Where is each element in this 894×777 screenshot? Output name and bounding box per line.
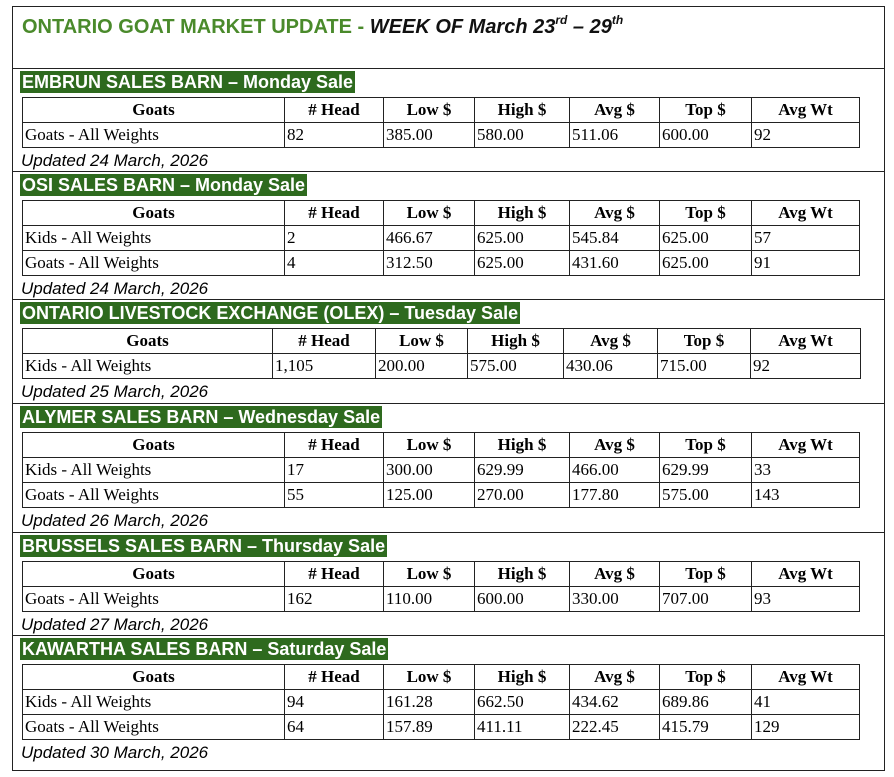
barn-heading: EMBRUN SALES BARN – Monday Sale [22, 72, 354, 92]
table-cell-avg-wt-col: 129 [752, 715, 860, 740]
table-cell-high-col: 575.00 [468, 354, 564, 379]
price-table [22, 328, 861, 379]
table-cell-head-col: 162 [285, 587, 384, 612]
table-cell-top-col: 625.00 [660, 251, 752, 276]
column-header-low-col: Low $ [384, 98, 475, 123]
table-cell-high-col: 625.00 [475, 226, 570, 251]
page-title [22, 13, 624, 39]
column-header-low-col: Low $ [384, 562, 475, 587]
table-cell-avg-col: 511.06 [570, 123, 660, 148]
column-header-goats-col: Goats [23, 433, 285, 458]
column-header-goats-col: Goats [23, 665, 285, 690]
table-cell-head-col: 55 [285, 483, 384, 508]
table-cell-goats-col: Goats - All Weights [23, 587, 285, 612]
table-cell-avg-wt-col: 57 [752, 226, 860, 251]
table-cell-low-col: 157.89 [384, 715, 475, 740]
updated-date: Updated 27 March, 2026 [21, 615, 209, 634]
title-sup-rd: rd [555, 13, 568, 27]
barn-heading: ALYMER SALES BARN – Wednesday Sale [22, 407, 381, 427]
title-row [12, 6, 885, 69]
updated-date: Updated 30 March, 2026 [21, 743, 209, 762]
column-header-goats-col: Goats [23, 329, 273, 354]
table-cell-avg-col: 431.60 [570, 251, 660, 276]
title-week [369, 13, 624, 38]
table-cell-head-col: 1,105 [273, 354, 376, 379]
table-cell-low-col: 125.00 [384, 483, 475, 508]
barn-heading: BRUSSELS SALES BARN – Thursday Sale [22, 536, 386, 556]
table-row [23, 483, 860, 508]
column-header-high-col: High $ [475, 562, 570, 587]
sales-barn-section [12, 300, 885, 404]
table-header-row [23, 562, 860, 587]
table-cell-goats-col: Kids - All Weights [23, 354, 273, 379]
column-header-avg-wt-col: Avg Wt [752, 562, 860, 587]
column-header-head-col: # Head [285, 665, 384, 690]
updated-date: Updated 26 March, 2026 [21, 511, 209, 530]
table-cell-avg-col: 466.00 [570, 458, 660, 483]
table-cell-high-col: 662.50 [475, 690, 570, 715]
table-cell-low-col: 300.00 [384, 458, 475, 483]
table-cell-head-col: 64 [285, 715, 384, 740]
table-cell-avg-col: 545.84 [570, 226, 660, 251]
table-cell-goats-col: Kids - All Weights [23, 458, 285, 483]
table-cell-high-col: 625.00 [475, 251, 570, 276]
table-header-row [23, 665, 860, 690]
column-header-high-col: High $ [475, 433, 570, 458]
table-cell-top-col: 600.00 [660, 123, 752, 148]
price-table [22, 97, 860, 148]
table-cell-goats-col: Goats - All Weights [23, 483, 285, 508]
column-header-avg-col: Avg $ [570, 201, 660, 226]
table-cell-high-col: 411.11 [475, 715, 570, 740]
title-prefix: ONTARIO GOAT MARKET UPDATE - [22, 16, 370, 38]
column-header-low-col: Low $ [384, 201, 475, 226]
table-cell-low-col: 200.00 [376, 354, 468, 379]
price-table [22, 200, 860, 276]
table-cell-low-col: 385.00 [384, 123, 475, 148]
column-header-high-col: High $ [468, 329, 564, 354]
table-cell-top-col: 575.00 [660, 483, 752, 508]
column-header-low-col: Low $ [384, 665, 475, 690]
column-header-head-col: # Head [273, 329, 376, 354]
table-cell-top-col: 689.86 [660, 690, 752, 715]
table-cell-head-col: 4 [285, 251, 384, 276]
column-header-head-col: # Head [285, 433, 384, 458]
table-row [23, 251, 860, 276]
sales-barn-section [12, 636, 885, 771]
table-row [23, 354, 861, 379]
table-cell-goats-col: Kids - All Weights [23, 690, 285, 715]
updated-date: Updated 25 March, 2026 [21, 382, 209, 401]
column-header-top-col: Top $ [660, 201, 752, 226]
table-cell-low-col: 312.50 [384, 251, 475, 276]
table-cell-low-col: 161.28 [384, 690, 475, 715]
column-header-avg-col: Avg $ [570, 562, 660, 587]
table-row [23, 458, 860, 483]
table-cell-avg-col: 177.80 [570, 483, 660, 508]
column-header-avg-wt-col: Avg Wt [752, 98, 860, 123]
table-cell-avg-col: 330.00 [570, 587, 660, 612]
barn-heading: KAWARTHA SALES BARN – Saturday Sale [22, 639, 387, 659]
updated-date: Updated 24 March, 2026 [21, 279, 209, 298]
sales-barn-section [12, 172, 885, 300]
table-cell-avg-wt-col: 143 [752, 483, 860, 508]
price-table [22, 664, 860, 740]
table-row [23, 123, 860, 148]
column-header-high-col: High $ [475, 98, 570, 123]
table-cell-top-col: 629.99 [660, 458, 752, 483]
table-cell-avg-wt-col: 41 [752, 690, 860, 715]
column-header-low-col: Low $ [384, 433, 475, 458]
column-header-top-col: Top $ [660, 562, 752, 587]
column-header-avg-wt-col: Avg Wt [752, 201, 860, 226]
column-header-head-col: # Head [285, 562, 384, 587]
table-cell-top-col: 415.79 [660, 715, 752, 740]
column-header-avg-wt-col: Avg Wt [752, 433, 860, 458]
table-row [23, 587, 860, 612]
sales-barn-section [12, 404, 885, 533]
table-row [23, 715, 860, 740]
column-header-low-col: Low $ [376, 329, 468, 354]
table-cell-head-col: 82 [285, 123, 384, 148]
column-header-avg-wt-col: Avg Wt [751, 329, 861, 354]
barn-heading: OSI SALES BARN – Monday Sale [22, 175, 306, 195]
table-header-row [23, 201, 860, 226]
column-header-avg-col: Avg $ [564, 329, 658, 354]
price-table [22, 561, 860, 612]
table-row [23, 226, 860, 251]
table-header-row [23, 433, 860, 458]
title-week-end: – 29 [567, 16, 612, 38]
table-cell-avg-wt-col: 92 [751, 354, 861, 379]
column-header-high-col: High $ [475, 201, 570, 226]
sales-barn-section [12, 533, 885, 636]
barn-heading: ONTARIO LIVESTOCK EXCHANGE (OLEX) – Tuesday Sale [22, 303, 519, 323]
table-cell-avg-wt-col: 33 [752, 458, 860, 483]
table-header-row [23, 329, 861, 354]
updated-date: Updated 24 March, 2026 [21, 151, 209, 170]
column-header-top-col: Top $ [660, 98, 752, 123]
table-cell-high-col: 629.99 [475, 458, 570, 483]
column-header-top-col: Top $ [660, 433, 752, 458]
table-cell-goats-col: Goats - All Weights [23, 123, 285, 148]
table-cell-goats-col: Kids - All Weights [23, 226, 285, 251]
table-cell-top-col: 707.00 [660, 587, 752, 612]
table-cell-low-col: 110.00 [384, 587, 475, 612]
column-header-top-col: Top $ [660, 665, 752, 690]
price-table [22, 432, 860, 508]
table-cell-low-col: 466.67 [384, 226, 475, 251]
table-cell-top-col: 715.00 [658, 354, 751, 379]
table-cell-avg-wt-col: 91 [752, 251, 860, 276]
column-header-head-col: # Head [285, 98, 384, 123]
table-cell-avg-col: 434.62 [570, 690, 660, 715]
column-header-avg-wt-col: Avg Wt [752, 665, 860, 690]
table-cell-goats-col: Goats - All Weights [23, 715, 285, 740]
table-cell-head-col: 17 [285, 458, 384, 483]
column-header-goats-col: Goats [23, 98, 285, 123]
table-cell-head-col: 2 [285, 226, 384, 251]
table-cell-high-col: 270.00 [475, 483, 570, 508]
column-header-top-col: Top $ [658, 329, 751, 354]
table-cell-avg-wt-col: 92 [752, 123, 860, 148]
column-header-high-col: High $ [475, 665, 570, 690]
column-header-avg-col: Avg $ [570, 98, 660, 123]
column-header-head-col: # Head [285, 201, 384, 226]
table-cell-avg-col: 222.45 [570, 715, 660, 740]
table-cell-goats-col: Goats - All Weights [23, 251, 285, 276]
table-header-row [23, 98, 860, 123]
table-cell-high-col: 580.00 [475, 123, 570, 148]
table-row [23, 690, 860, 715]
table-cell-head-col: 94 [285, 690, 384, 715]
table-cell-top-col: 625.00 [660, 226, 752, 251]
column-header-avg-col: Avg $ [570, 665, 660, 690]
sales-barn-section [12, 69, 885, 172]
column-header-avg-col: Avg $ [570, 433, 660, 458]
title-sup-th: th [611, 13, 624, 27]
column-header-goats-col: Goats [23, 201, 285, 226]
table-cell-avg-wt-col: 93 [752, 587, 860, 612]
table-cell-high-col: 600.00 [475, 587, 570, 612]
column-header-goats-col: Goats [23, 562, 285, 587]
table-cell-avg-col: 430.06 [564, 354, 658, 379]
title-week-text: WEEK OF March 23 [369, 16, 556, 38]
